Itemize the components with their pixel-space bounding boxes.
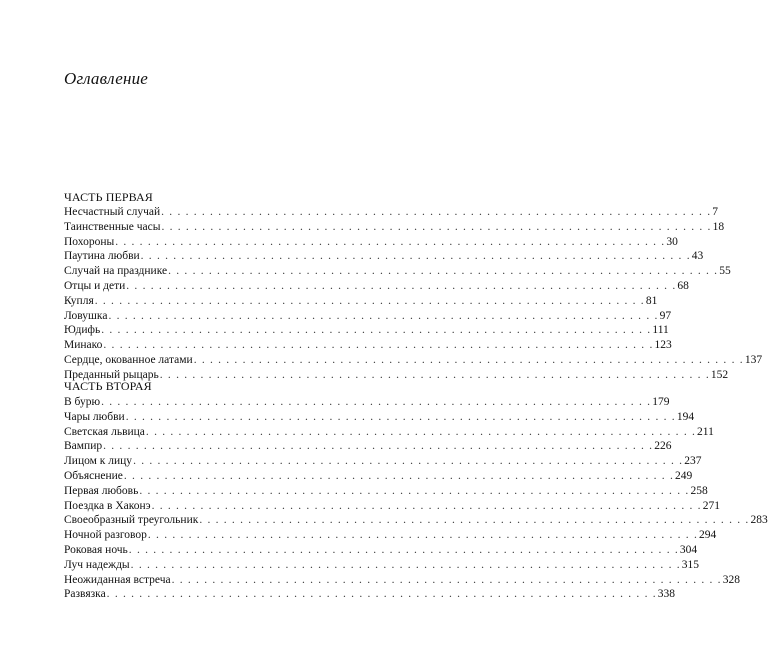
toc-entry [64, 323, 669, 338]
toc-entry-page: 211 [697, 425, 714, 438]
toc-entry-title: В бурю [64, 396, 101, 408]
dot-leader: . . . . . . . . . . . . . . . . . . . . . . . . . . . . . . . . . . . . . . . . . . . . . . . . . . . . . . . . . . . . . . . . . . . . [130, 558, 681, 571]
dot-leader: . . . . . . . . . . . . . . . . . . . . . . . . . . . . . . . . . . . . . . . . . . . . . . . . . . . . . . . . . . . . . . . . . . . . [106, 588, 657, 601]
dot-leader: . . . . . . . . . . . . . . . . . . . . . . . . . . . . . . . . . . . . . . . . . . . . . . . . . . . . . . . . . . . . . . . . . . . . [139, 484, 690, 497]
toc-entry-page: 123 [654, 339, 672, 352]
toc-entry-page: 249 [675, 469, 693, 482]
toc-entry-page: 283 [750, 514, 768, 527]
toc-entry-title: Своеобразный треугольник [64, 514, 199, 527]
toc-entry-title: Лицом к лицу [64, 455, 133, 468]
dot-leader: . . . . . . . . . . . . . . . . . . . . . . . . . . . . . . . . . . . . . . . . . . . . . . . . . . . . . . . . . . . . . . . . . . . . [125, 410, 676, 423]
dot-leader: . . . . . . . . . . . . . . . . . . . . . . . . . . . . . . . . . . . . . . . . . . . . . . . . . . . . . . . . . . . . . . . . . . . . [147, 529, 699, 542]
toc-entry-page: 194 [676, 410, 695, 423]
toc-entry-page: 226 [654, 440, 672, 453]
toc-entry-page: 18 [712, 220, 725, 233]
dot-leader: . . . . . . . . . . . . . . . . . . . . . . . . . . . . . . . . . . . . . . . . . . . . . . . . . . . . . . . . . . . . . . . . . . . . [171, 573, 722, 586]
dot-leader: . . . . . . . . . . . . . . . . . . . . . . . . . . . . . . . . . . . . . . . . . . . . . . . . . . . . . . . . . . . . . . . . . . . . [140, 250, 691, 263]
toc-entry-page: 328 [722, 573, 740, 586]
toc-entry-page: 43 [691, 250, 704, 263]
toc-entry [64, 543, 698, 558]
toc-entry-page: 258 [690, 484, 708, 497]
toc-entry [64, 353, 763, 368]
dot-leader: . . . . . . . . . . . . . . . . . . . . . . . . . . . . . . . . . . . . . . . . . . . . . . . . . . . . . . . . . . . . . . . . . . . . [108, 309, 659, 322]
dot-leader: . . . . . . . . . . . . . . . . . . . . . . . . . . . . . . . . . . . . . . . . . . . . . . . . . . . . . . . . . . . . . . . . . . . . [145, 425, 697, 438]
dot-leader: . . . . . . . . . . . . . . . . . . . . . . . . . . . . . . . . . . . . . . . . . . . . . . . . . . . . . . . . . . . . . . . . . . . . [199, 514, 750, 527]
toc-entry-page: 179 [652, 396, 670, 408]
toc-entry-title: Несчастный случай [64, 206, 161, 218]
toc-entry [64, 395, 670, 410]
dot-leader: . . . . . . . . . . . . . . . . . . . . . . . . . . . . . . . . . . . . . . . . . . . . . . . . . . . . . . . . . . . . . . . . . . . . [101, 396, 652, 408]
toc-entry-title: Развязка [64, 588, 106, 601]
part-one-title: ЧАСТЬ ПЕРВАЯ [64, 190, 153, 204]
toc-entry [64, 528, 717, 543]
part-two-toc [64, 395, 768, 602]
toc-entry-title: Юдифь [64, 324, 101, 337]
toc-entry-title: Чары любви [64, 410, 125, 423]
toc-entry [64, 279, 689, 294]
toc-entry [64, 309, 672, 324]
toc-entry-title: Минако [64, 339, 103, 352]
toc-entry-page: 338 [657, 588, 676, 601]
toc-entry-page: 68 [677, 279, 689, 292]
toc-entry-page: 55 [719, 265, 731, 278]
toc-entry-title: Таинственные часы [64, 220, 161, 233]
dot-leader: . . . . . . . . . . . . . . . . . . . . . . . . . . . . . . . . . . . . . . . . . . . . . . . . . . . . . . . . . . . . . . . . . . . . [126, 279, 677, 292]
dot-leader: . . . . . . . . . . . . . . . . . . . . . . . . . . . . . . . . . . . . . . . . . . . . . . . . . . . . . . . . . . . . . . . . . . . . [128, 543, 679, 556]
dot-leader: . . . . . . . . . . . . . . . . . . . . . . . . . . . . . . . . . . . . . . . . . . . . . . . . . . . . . . . . . . . . . . . . . . . . [115, 235, 666, 248]
toc-entry [64, 469, 693, 484]
part-two-title: ЧАСТЬ ВТОРАЯ [64, 379, 152, 393]
dot-leader: . . . . . . . . . . . . . . . . . . . . . . . . . . . . . . . . . . . . . . . . . . . . . . . . . . . . . . . . . . . . . . . . . . . . [103, 440, 654, 453]
toc-entry-page: 271 [702, 499, 720, 512]
toc-entry-title: Светская львица [64, 425, 145, 438]
toc-entry [64, 439, 672, 454]
toc-entry-title: Купля [64, 294, 94, 307]
toc-entry [64, 454, 702, 469]
toc-entry [64, 587, 676, 602]
toc-entry [64, 513, 768, 528]
dot-leader: . . . . . . . . . . . . . . . . . . . . . . . . . . . . . . . . . . . . . . . . . . . . . . . . . . . . . . . . . . . . . . . . . . . . [161, 206, 712, 218]
toc-entry-title: Случай на празднике [64, 265, 168, 278]
dot-leader: . . . . . . . . . . . . . . . . . . . . . . . . . . . . . . . . . . . . . . . . . . . . . . . . . . . . . . . . . . . . . . . . . . . . [123, 469, 675, 482]
toc-entry-page: 137 [744, 353, 763, 366]
toc-entry [64, 235, 678, 250]
toc-entry [64, 425, 714, 440]
toc-entry [64, 558, 700, 573]
toc-entry-page: 315 [681, 558, 700, 571]
toc-entry [64, 249, 704, 264]
dot-leader: . . . . . . . . . . . . . . . . . . . . . . . . . . . . . . . . . . . . . . . . . . . . . . . . . . . . . . . . . . . . . . . . . . . . [103, 339, 654, 352]
toc-entry-page: 237 [684, 455, 702, 468]
dot-leader: . . . . . . . . . . . . . . . . . . . . . . . . . . . . . . . . . . . . . . . . . . . . . . . . . . . . . . . . . . . . . . . . . . . . [151, 499, 702, 512]
toc-entry [64, 220, 725, 235]
toc-entry [64, 205, 719, 220]
toc-entry-page: 30 [666, 235, 678, 248]
toc-entry-title: Преданный рыцарь [64, 368, 159, 381]
dot-leader: . . . . . . . . . . . . . . . . . . . . . . . . . . . . . . . . . . . . . . . . . . . . . . . . . . . . . . . . . . . . . . . . . . . . [159, 368, 710, 381]
page-title: Оглавление [64, 69, 149, 88]
toc-entry-page: 152 [710, 368, 729, 381]
dot-leader: . . . . . . . . . . . . . . . . . . . . . . . . . . . . . . . . . . . . . . . . . . . . . . . . . . . . . . . . . . . . . . . . . . . . [161, 220, 712, 233]
toc-entry-title: Первая любовь [64, 484, 139, 497]
toc-entry-title: Похороны [64, 235, 115, 248]
toc-entry [64, 294, 658, 309]
toc-entry [64, 499, 720, 514]
toc-entry [64, 338, 672, 353]
dot-leader: . . . . . . . . . . . . . . . . . . . . . . . . . . . . . . . . . . . . . . . . . . . . . . . . . . . . . . . . . . . . . . . . . . . . [193, 353, 744, 366]
dot-leader: . . . . . . . . . . . . . . . . . . . . . . . . . . . . . . . . . . . . . . . . . . . . . . . . . . . . . . . . . . . . . . . . . . . . [133, 455, 684, 468]
toc-entry-title: Роковая ночь [64, 543, 128, 556]
toc-entry-title: Луч надежды [64, 558, 130, 571]
toc-entry-page: 81 [645, 294, 658, 307]
toc-entry-title: Неожиданная встреча [64, 573, 171, 586]
toc-entry-title: Вампир [64, 440, 103, 453]
toc-entry-title: Сердце, окованное латами [64, 353, 193, 366]
toc-entry-title: Паутина любви [64, 250, 140, 263]
toc-entry-title: Поездка в Хаконэ [64, 499, 151, 512]
toc-entry-title: Ночной разговор [64, 529, 147, 542]
dot-leader: . . . . . . . . . . . . . . . . . . . . . . . . . . . . . . . . . . . . . . . . . . . . . . . . . . . . . . . . . . . . . . . . . . . . [94, 294, 645, 307]
toc-entry [64, 264, 731, 279]
dot-leader: . . . . . . . . . . . . . . . . . . . . . . . . . . . . . . . . . . . . . . . . . . . . . . . . . . . . . . . . . . . . . . . . . . . . [101, 324, 652, 337]
toc-entry-page: 7 [712, 206, 719, 218]
toc-entry-page: 111 [652, 324, 669, 337]
toc-entry [64, 573, 740, 588]
toc-entry-title: Объяснение [64, 469, 123, 482]
dot-leader: . . . . . . . . . . . . . . . . . . . . . . . . . . . . . . . . . . . . . . . . . . . . . . . . . . . . . . . . . . . . . . . . . . . . [168, 265, 719, 278]
toc-entry-page: 294 [699, 529, 717, 542]
toc-entry [64, 484, 708, 499]
part-one-toc [64, 205, 763, 383]
toc-entry-title: Отцы и дети [64, 279, 126, 292]
toc-entry-page: 304 [679, 543, 698, 556]
toc-entry-page: 97 [659, 309, 672, 322]
toc-entry-title: Ловушка [64, 309, 108, 322]
toc-entry [64, 410, 695, 425]
